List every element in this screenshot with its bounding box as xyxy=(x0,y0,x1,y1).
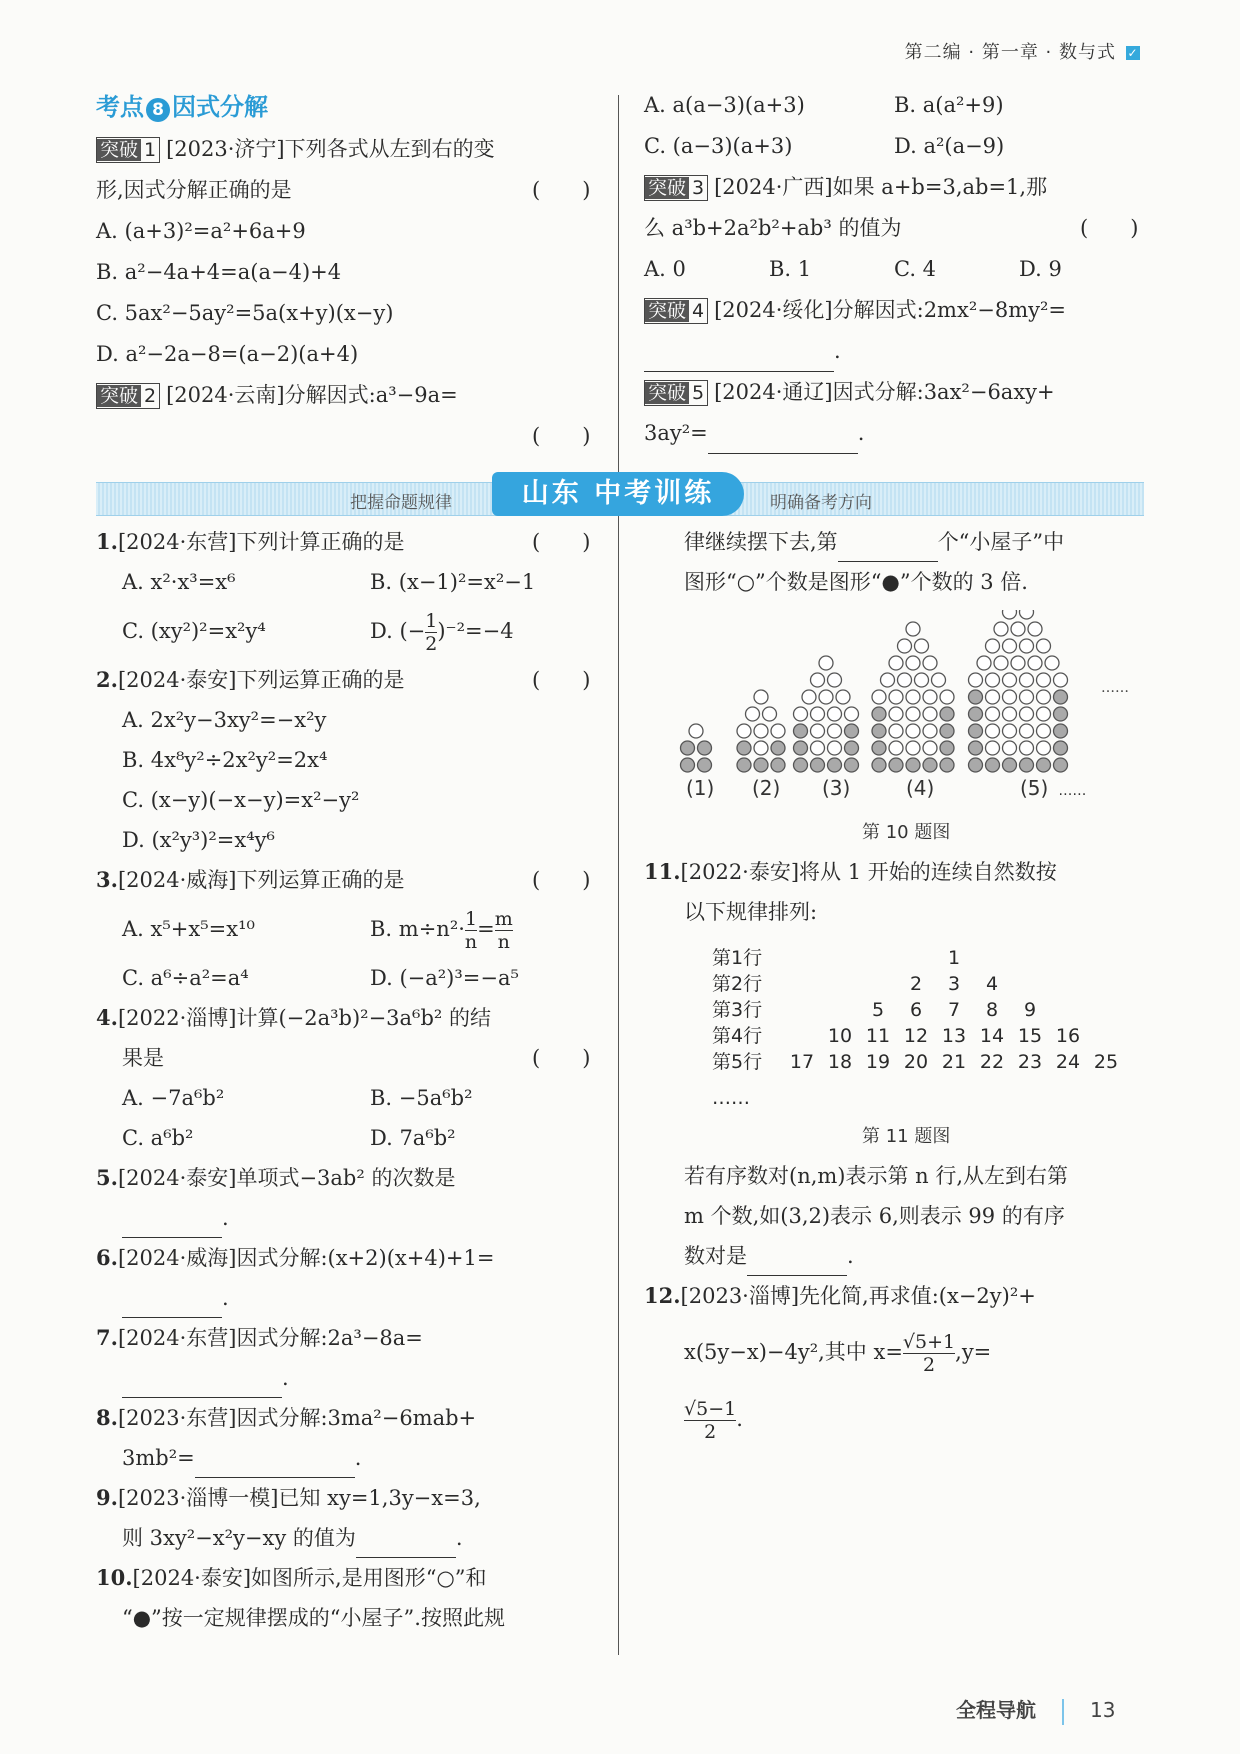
breakthrough-5: 突破 5 [2024·通辽]因式分解:3ax²−6axy+ xyxy=(644,372,1144,413)
filled-circle xyxy=(1054,741,1068,755)
open-circle xyxy=(986,741,1000,755)
triangle-number: 15 xyxy=(1017,1025,1043,1047)
open-circle xyxy=(969,673,983,687)
option-d: D. a²−2a−8=(a−2)(a+4) xyxy=(96,342,359,366)
open-circle xyxy=(986,673,1000,687)
left-top-column: 考点 8 因式分解 突破 1 [2023·济宁]下列各式从左到右的变 形,因式分解正确的是 ( ) A. (a+3)²=a²+6a+9 B. a²−4a+4=a(a−4)+4 C. 5ax²−5ay²=5a(x+y)(x−y) D. a²−2a−8=(a−2)(a+4) 突破 2 [2024·云南]分解因式:a³−9a= ( ) xyxy=(96,85,596,457)
filled-circle xyxy=(872,707,886,721)
triangle-number: 25 xyxy=(1093,1051,1119,1073)
open-circle xyxy=(923,741,937,755)
open-circle xyxy=(689,724,703,738)
breakthrough-badge: 突破 4 xyxy=(644,298,708,324)
filled-circle xyxy=(771,741,785,755)
triangle-number: 11 xyxy=(865,1025,891,1047)
filled-circle xyxy=(737,741,751,755)
open-circle xyxy=(906,690,920,704)
filled-circle xyxy=(940,741,954,755)
question-2: 2.[2024·泰安]下列运算正确的是 ( ) xyxy=(96,660,596,700)
option-d: D. 7a⁶b² xyxy=(370,1126,456,1150)
filled-circle xyxy=(1054,707,1068,721)
breakthrough-2: 突破 2 [2024·云南]分解因式:a³−9a= xyxy=(96,375,596,416)
figure-caption: 第 11 题图 xyxy=(862,1126,951,1147)
open-circle xyxy=(1054,673,1068,687)
answer-paren: ( ) xyxy=(532,668,591,692)
open-circle xyxy=(794,707,808,721)
filled-circle xyxy=(794,758,808,772)
open-circle xyxy=(746,707,760,721)
filled-circle xyxy=(969,758,983,772)
breakthrough-4: 突破 4 [2024·绥化]分解因式:2mx²−8my²= xyxy=(644,290,1144,331)
open-circle xyxy=(1020,724,1034,738)
open-circle xyxy=(1037,690,1051,704)
option-a: A. x⁵+x⁵=x¹⁰ xyxy=(122,917,255,941)
filled-circle xyxy=(969,690,983,704)
triangle-number: 17 xyxy=(789,1051,815,1073)
question-8: 8.[2023·东营]因式分解:3ma²−6mab+ xyxy=(96,1405,477,1430)
open-circle xyxy=(1011,656,1025,670)
rows-ellipsis: …… xyxy=(712,1087,750,1109)
filled-circle xyxy=(969,707,983,721)
banner-right-text: 明确备考方向 xyxy=(770,493,872,513)
answer-paren: ( ) xyxy=(532,424,591,448)
question-10: 10.[2024·泰安]如图所示,是用图形“○”和 xyxy=(96,1565,487,1590)
option-b: B. 4x⁸y²÷2x²y²=2x⁴ xyxy=(122,748,328,772)
check-icon: ✓ xyxy=(1127,46,1139,60)
right-bottom-column: 律继续摆下去,第 个“小屋子”中 图形“○”个数是图形“●”个数的 3 倍. xyxy=(684,530,1065,594)
open-circle xyxy=(819,690,833,704)
option-c: C. a⁶b² xyxy=(122,1126,194,1150)
open-circle xyxy=(986,639,1000,653)
answer-paren: ( ) xyxy=(532,868,591,892)
open-circle xyxy=(1037,673,1051,687)
option-d: D. a²(a−9) xyxy=(894,134,1005,158)
filled-circle xyxy=(1037,758,1051,772)
open-circle xyxy=(889,707,903,721)
option-c: C. (xy²)²=x²y⁴ xyxy=(122,619,266,643)
open-circle xyxy=(1003,741,1017,755)
option-b: B. a²−4a+4=a(a−4)+4 xyxy=(96,260,342,284)
figure-ellipsis: …… xyxy=(1101,680,1129,696)
open-circle xyxy=(872,690,886,704)
option-a: A. 2x²y−3xy²=−x²y xyxy=(122,708,327,732)
open-circle xyxy=(1037,724,1051,738)
triangle-number: 10 xyxy=(827,1025,853,1047)
open-circle xyxy=(881,673,895,687)
filled-circle xyxy=(754,758,768,772)
triangle-number: 5 xyxy=(871,999,885,1021)
running-header xyxy=(905,38,1140,64)
answer-blank[interactable] xyxy=(356,1533,456,1558)
question-1: 1.[2024·东营]下列计算正确的是 ( ) xyxy=(96,522,596,562)
right-top-column: A. a(a−3)(a+3) B. a(a²+9) C. (a−3)(a+3) D. a²(a−9) 突破 3 [2024·广西]如果 a+b=3,ab=1,那 么 a³b+2a²b²+ab³ 的值为 ( ) A. 0 B. 1 C. 4 D. 9 突破 4 [2024·绥化]分解因式:2mx²−8my²= . 突破 5 [2024·通辽]因式分解:3ax²−6axy+ 3ay²= . xyxy=(644,85,1144,454)
filled-circle xyxy=(845,758,859,772)
filled-circle xyxy=(811,758,825,772)
question-5: 5.[2024·泰安]单项式−3ab² 的次数是 xyxy=(96,1165,456,1190)
filled-circle xyxy=(940,724,954,738)
filled-circle xyxy=(681,758,695,772)
triangle-number: 21 xyxy=(941,1051,967,1073)
open-circle xyxy=(915,673,929,687)
figure-label: (5) …… xyxy=(1020,776,1087,800)
open-circle xyxy=(1037,707,1051,721)
filled-circle xyxy=(794,724,808,738)
triangle-number: 19 xyxy=(865,1051,891,1073)
left-bottom-column: 1.[2024·东营]下列计算正确的是 ( ) A. x²·x³=x⁶ B. (x−1)²=x²−1 C. (xy²)²=x²y⁴ D. (− $\frac{1}{2}$ )⁻²=−4 2.[2024·泰安]下列运算正确的是 ( ) A. 2x²y−3xy²=−x²y B. 4x⁸y²÷2x²y²=2x⁴ C. (x−y)(−x−y)=x²−y² D. (x²y³)²=x⁴y⁶ 3.[2024·威海]下列运算正确的是 ( ) A. x⁵+x⁵=x¹⁰ B. m÷n²· $\frac{1}{n}$ = $\frac{m}{n}$ C. a⁶÷a²=a⁴ D. (−a²)³=−a⁵ 4.[2022·淄博]计算(−2a³b)²−3a⁶b² 的结 果是 ( ) A. −7a⁶b² B. −5a⁶b² C. a⁶b² D. 7a⁶b² 5.[2024·泰安]单项式−3ab² 的次数是 . 6.[2024·威海]因式分解:(x+2)(x+4)+1= . 7.[2024·东营]因式分解:2a³−8a= . 8.[2023·东营]因式分解:3ma²−6mab+ 3mb²= . 9.[2023·淄博一模]已知 xy=1,3y−x=3, 则 3xy²−x²y−xy 的值为 . 10.[2024·泰安]如图所示,是用图形“○”和 “●”按一定规律摆成的“小屋子”.按照此规 xyxy=(96,522,596,1638)
answer-blank[interactable] xyxy=(708,429,858,454)
open-circle xyxy=(986,690,1000,704)
open-circle xyxy=(811,741,825,755)
filled-circle xyxy=(923,758,937,772)
open-circle xyxy=(906,656,920,670)
triangle-number: 8 xyxy=(985,999,999,1021)
option-a: A. −7a⁶b² xyxy=(122,1086,225,1110)
open-circle xyxy=(1028,622,1042,636)
figure-label: (4) xyxy=(906,776,935,800)
question-7: 7.[2024·东营]因式分解:2a³−8a= xyxy=(96,1325,423,1350)
open-circle xyxy=(754,690,768,704)
triangle-number: 6 xyxy=(909,999,923,1021)
fraction: $\frac{√5+1}{2}$ xyxy=(902,1331,956,1376)
answer-blank[interactable] xyxy=(644,347,834,372)
question-4: 4.[2022·淄博]计算(−2a³b)²−3a⁶b² 的结 xyxy=(96,1005,492,1030)
banner-title: 山东 中考训练 xyxy=(492,472,744,516)
filled-circle xyxy=(1020,758,1034,772)
breakthrough-3: 突破 3 [2024·广西]如果 a+b=3,ab=1,那 xyxy=(644,167,1144,208)
triangle-number: 18 xyxy=(827,1051,853,1073)
answer-paren: ( ) xyxy=(532,1046,591,1070)
triangle-number: 16 xyxy=(1055,1025,1081,1047)
row-label: 第3行 xyxy=(712,999,763,1021)
fraction: $\frac{1}{n}$ xyxy=(464,908,478,953)
triangle-number: 22 xyxy=(979,1051,1005,1073)
filled-circle xyxy=(771,758,785,772)
open-circle xyxy=(915,639,929,653)
open-circle xyxy=(1003,707,1017,721)
fraction: $\frac{√5-1}{2}$ xyxy=(684,1398,737,1443)
triangle-number: 14 xyxy=(979,1025,1005,1047)
breakthrough-1: 突破 1 [2023·济宁]下列各式从左到右的变 xyxy=(96,129,596,170)
open-circle xyxy=(906,724,920,738)
triangle-number: 3 xyxy=(947,973,961,995)
figure-label: (3) xyxy=(822,776,851,800)
filled-circle xyxy=(969,724,983,738)
breakthrough-badge: 突破 2 xyxy=(96,383,160,409)
open-circle xyxy=(889,741,903,755)
open-circle xyxy=(923,724,937,738)
open-circle xyxy=(986,724,1000,738)
open-circle xyxy=(754,741,768,755)
number-triangle xyxy=(712,944,1152,1109)
column-divider xyxy=(618,95,619,1655)
breakthrough-badge: 突破 3 xyxy=(644,175,708,201)
figure-label: (1) xyxy=(686,776,715,800)
option-a: A. 0 xyxy=(644,257,686,281)
open-circle xyxy=(1037,639,1051,653)
figure-caption: 第 10 题图 xyxy=(862,822,951,843)
open-circle xyxy=(811,724,825,738)
open-circle xyxy=(994,622,1008,636)
option-a: A. a(a−3)(a+3) xyxy=(644,93,805,117)
breakthrough-badge: 突破 1 xyxy=(96,137,160,163)
footer-brand: 全程导航 xyxy=(956,1698,1036,1722)
open-circle xyxy=(828,707,842,721)
topic-title: 因式分解 xyxy=(172,93,268,121)
option-c: C. 4 xyxy=(894,257,937,281)
question-3: 3.[2024·威海]下列运算正确的是 ( ) xyxy=(96,860,596,900)
filled-circle xyxy=(794,741,808,755)
answer-paren: ( ) xyxy=(532,530,591,554)
filled-circle xyxy=(969,741,983,755)
open-circle xyxy=(1020,741,1034,755)
fraction: $\frac{m}{n}$ xyxy=(494,908,513,953)
figure-label: (2) xyxy=(752,776,781,800)
open-circle xyxy=(1003,639,1017,653)
filled-circle xyxy=(698,758,712,772)
filled-circle xyxy=(698,741,712,755)
triangle-number: 23 xyxy=(1017,1051,1043,1073)
question-6: 6.[2024·威海]因式分解:(x+2)(x+4)+1= xyxy=(96,1245,495,1270)
open-circle xyxy=(845,707,859,721)
triangle-number: 7 xyxy=(947,999,961,1021)
open-circle xyxy=(802,690,816,704)
option-d: D. (−a²)³=−a⁵ xyxy=(370,966,519,990)
triangle-number: 24 xyxy=(1055,1051,1081,1073)
open-circle xyxy=(898,673,912,687)
filled-circle xyxy=(872,741,886,755)
topic-prefix: 考点 xyxy=(96,93,144,121)
open-circle xyxy=(836,690,850,704)
open-circle xyxy=(1003,724,1017,738)
open-circle xyxy=(932,673,946,687)
open-circle xyxy=(906,622,920,636)
footer-separator xyxy=(1062,1699,1064,1725)
open-circle xyxy=(1028,656,1042,670)
option-c: C. (a−3)(a+3) xyxy=(644,134,793,158)
filled-circle xyxy=(737,758,751,772)
open-circle xyxy=(898,639,912,653)
open-circle xyxy=(1003,690,1017,704)
filled-circle xyxy=(872,724,886,738)
option-c: C. 5ax²−5ay²=5a(x+y)(x−y) xyxy=(96,301,394,325)
option-b: B. −5a⁶b² xyxy=(370,1086,473,1110)
open-circle xyxy=(828,673,842,687)
answer-blank[interactable] xyxy=(195,1453,355,1478)
filled-circle xyxy=(845,741,859,755)
open-circle xyxy=(1020,610,1034,619)
option-d: D. (x²y³)²=x⁴y⁶ xyxy=(122,828,275,852)
open-circle xyxy=(986,707,1000,721)
triangle-number: 13 xyxy=(941,1025,967,1047)
filled-circle xyxy=(1054,724,1068,738)
option-a: A. (a+3)²=a²+6a+9 xyxy=(96,219,306,243)
option-b: B. (x−1)²=x²−1 xyxy=(370,570,536,594)
filled-circle xyxy=(940,707,954,721)
answer-blank[interactable] xyxy=(747,1251,847,1276)
open-circle xyxy=(754,724,768,738)
filled-circle xyxy=(906,758,920,772)
open-circle xyxy=(906,741,920,755)
topic-heading xyxy=(96,85,596,129)
filled-circle xyxy=(872,758,886,772)
open-circle xyxy=(828,741,842,755)
option-b: B. 1 xyxy=(769,257,812,281)
triangle-number: 1 xyxy=(947,947,961,969)
fraction: $\frac{1}{2}$ xyxy=(425,610,438,655)
filled-circle xyxy=(889,758,903,772)
open-circle xyxy=(923,707,937,721)
open-circle xyxy=(1020,707,1034,721)
open-circle xyxy=(940,690,954,704)
option-d: D. (− $\frac{1}{2}$ )⁻²=−4 xyxy=(370,610,514,655)
open-circle xyxy=(737,724,751,738)
filled-circle xyxy=(1054,758,1068,772)
triangle-number: 9 xyxy=(1023,999,1037,1021)
open-circle xyxy=(771,724,785,738)
triangle-number: 20 xyxy=(903,1051,929,1073)
filled-circle xyxy=(828,758,842,772)
option-c: C. a⁶÷a²=a⁴ xyxy=(122,966,249,990)
page-footer xyxy=(956,1694,1115,1725)
triangle-number: 2 xyxy=(909,973,923,995)
row-label: 第1行 xyxy=(712,947,763,969)
open-circle xyxy=(828,724,842,738)
row-label: 第2行 xyxy=(712,973,763,995)
open-circle xyxy=(1045,656,1059,670)
open-circle xyxy=(889,724,903,738)
question-12: 12.[2023·淄博]先化简,再求值:(x−2y)²+ x(5y−x)−4y²,其中 x= $\frac{√5+1}{2}$ ,y= $\frac{√5-1}{2}$ . xyxy=(644,1283,1036,1443)
open-circle xyxy=(906,707,920,721)
filled-circle xyxy=(986,758,1000,772)
open-circle xyxy=(923,656,937,670)
filled-circle xyxy=(681,741,695,755)
option-b: B. a(a²+9) xyxy=(894,93,1004,117)
row-label: 第5行 xyxy=(712,1051,763,1073)
row-label: 第4行 xyxy=(712,1025,763,1047)
filled-circle xyxy=(1003,758,1017,772)
answer-blank[interactable] xyxy=(122,1373,282,1398)
open-circle xyxy=(994,656,1008,670)
breadcrumb: 第二编 · 第一章 · 数与式 xyxy=(904,42,1116,63)
triangle-number: 12 xyxy=(903,1025,929,1047)
open-circle xyxy=(1003,673,1017,687)
open-circle xyxy=(811,707,825,721)
open-circle xyxy=(1011,622,1025,636)
question-11: 11.[2022·泰安]将从 1 开始的连续自然数按 以下规律排列: xyxy=(644,859,1057,924)
question-9: 9.[2023·淄博一模]已知 xy=1,3y−x=3, xyxy=(96,1485,481,1510)
open-circle xyxy=(889,656,903,670)
question-11-body: 若有序数对(n,m)表示第 n 行,从左到右第 m 个数,如(3,2)表示 6,则表示 99 的有序 数对是 . xyxy=(644,1156,1144,1276)
topic-number: 8 xyxy=(146,98,170,122)
option-d: D. 9 xyxy=(1019,257,1062,281)
answer-blank[interactable] xyxy=(122,1213,222,1238)
open-circle xyxy=(1020,690,1034,704)
open-circle xyxy=(1037,741,1051,755)
filled-circle xyxy=(940,758,954,772)
banner-left-text: 把握命题规律 xyxy=(350,493,452,513)
option-c: C. (x−y)(−x−y)=x²−y² xyxy=(122,788,360,812)
answer-blank[interactable] xyxy=(122,1293,222,1318)
option-b: B. m÷n²· $\frac{1}{n}$ = $\frac{m}{n}$ xyxy=(370,908,513,953)
triangle-number: 4 xyxy=(985,973,999,995)
open-circle xyxy=(1020,639,1034,653)
filled-circle xyxy=(1054,690,1068,704)
option-a: A. x²·x³=x⁶ xyxy=(122,570,236,594)
open-circle xyxy=(763,707,777,721)
answer-paren: ( ) xyxy=(532,178,591,202)
breakthrough-badge: 突破 5 xyxy=(644,380,708,406)
answer-blank[interactable] xyxy=(838,537,938,562)
answer-paren: ( ) xyxy=(1080,216,1139,240)
open-circle xyxy=(811,673,825,687)
open-circle xyxy=(923,690,937,704)
open-circle xyxy=(977,656,991,670)
filled-circle xyxy=(845,724,859,738)
open-circle xyxy=(1020,673,1034,687)
page-number: 13 xyxy=(1090,1698,1116,1722)
open-circle xyxy=(889,690,903,704)
open-circle xyxy=(1003,610,1017,619)
open-circle xyxy=(819,656,833,670)
